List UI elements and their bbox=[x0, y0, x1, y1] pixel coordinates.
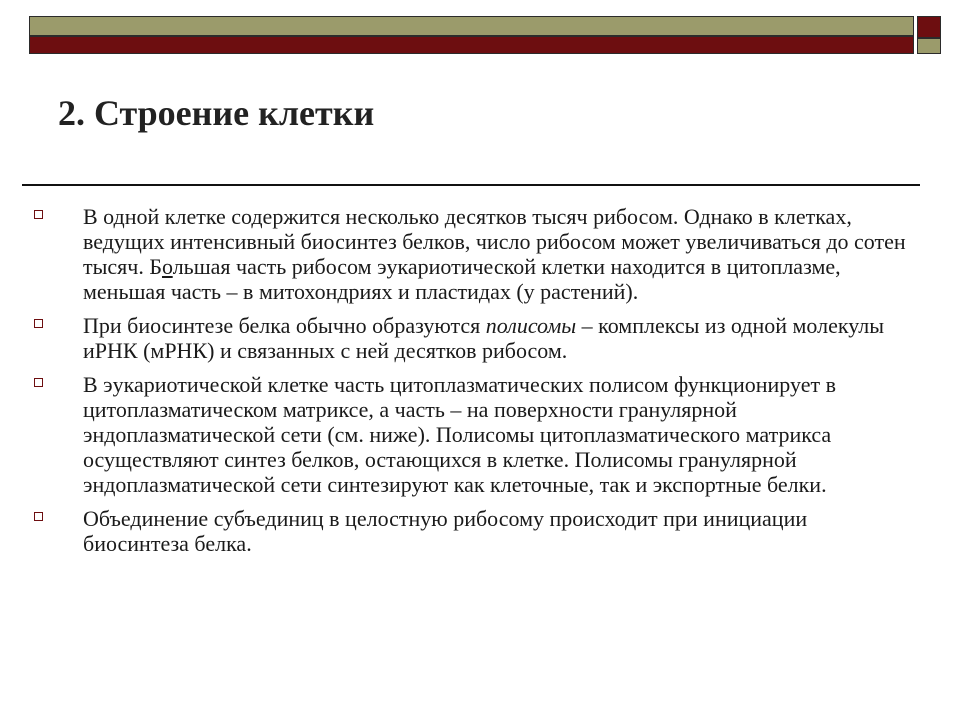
header-band-maroon bbox=[29, 36, 914, 54]
bullet-item bbox=[34, 313, 914, 363]
bullet-item bbox=[34, 204, 914, 304]
square-bullet-icon bbox=[34, 378, 43, 387]
bullet-list bbox=[34, 204, 914, 565]
bullet-text: В одной клетке содержится несколько десятков тысяч рибосом. Однако в клетках, ведущих интенсивный биосинтез белков, число рибосом может увеличиваться до сотен тысяч. bbox=[83, 204, 906, 279]
corner-square-maroon bbox=[917, 16, 941, 38]
bullet-text: При биосинтезе белка обычно образуются bbox=[83, 313, 486, 338]
square-bullet-icon bbox=[34, 319, 43, 328]
bullet-text: В эукариотической клетке часть цитоплазматических полисом функционирует в цитоплазматическом матриксе, а часть – на поверхности гранулярной эндоплазматической сети (см. ниже). Полисомы цитоплазматического матрикса осуществляют синтез белков, остающихся в клетке. Полисомы гранулярной эндоплазматической сети синтезируют как клеточные, так и экспортные белки. bbox=[83, 372, 836, 497]
bullet-text-continued: льшая часть рибосом эукариотической клетки находится в цитоплазме, меньшая часть – в митохондриях и пластидах (у растений). bbox=[83, 254, 841, 304]
bullet-text-continued: – комплексы из одной молекулы иРНК (мРНК) и связанных с ней десятков рибосом. bbox=[83, 313, 885, 363]
title-divider bbox=[22, 184, 920, 186]
header-band-olive bbox=[29, 16, 914, 36]
bullet-italic-term: полисомы bbox=[485, 313, 577, 338]
bullet-text: Объединение субъединиц в целостную рибосому происходит при инициации биосинтеза белка. bbox=[83, 506, 808, 556]
bullet-text-letter: Б bbox=[149, 254, 162, 279]
square-bullet-icon bbox=[34, 210, 43, 219]
bullet-text-underlined-letter: о bbox=[161, 254, 173, 279]
slide-title: 2. Строение клетки bbox=[58, 93, 375, 133]
corner-square-olive bbox=[917, 38, 941, 54]
bullet-item bbox=[34, 372, 914, 497]
square-bullet-icon bbox=[34, 512, 43, 521]
bullet-item bbox=[34, 506, 914, 556]
